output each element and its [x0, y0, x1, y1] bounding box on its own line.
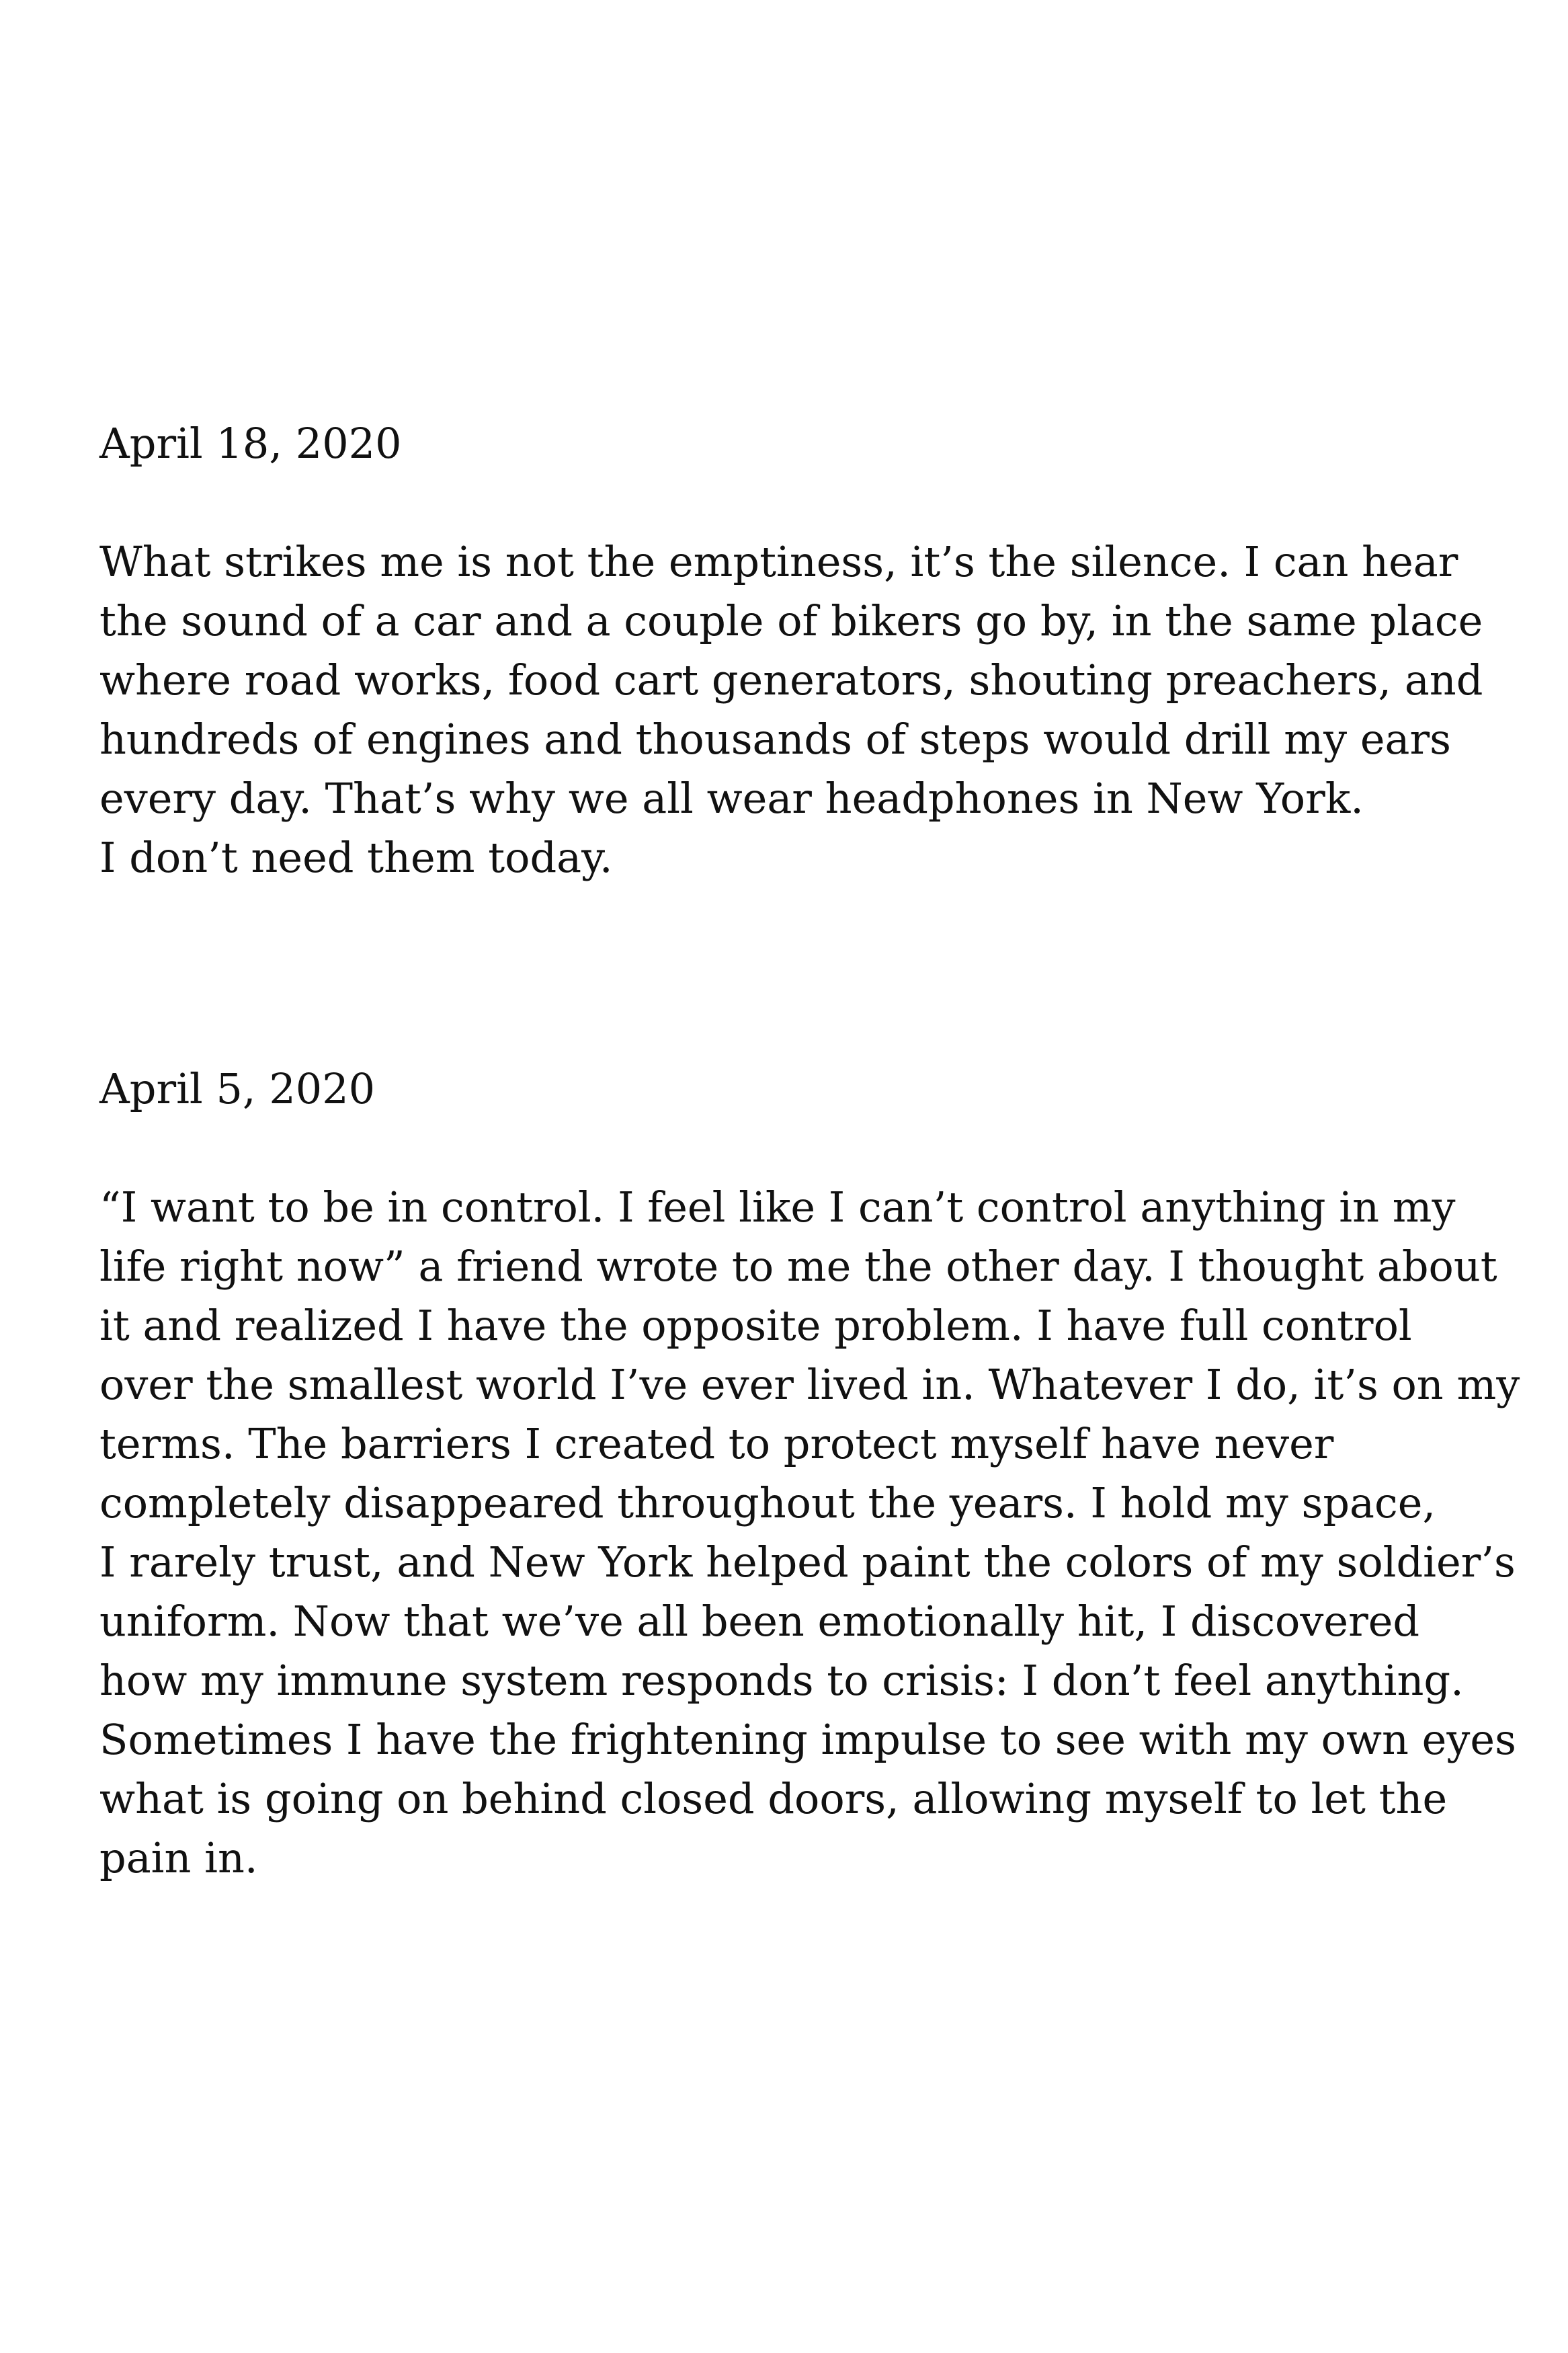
entry-text-line: terms. The barriers I created to protect myself have never	[99, 1419, 1334, 1468]
entry-body	[99, 1178, 1520, 1888]
entry-text-line: hundreds of engines and thousands of steps would drill my ears	[99, 715, 1451, 764]
entry-text-line: life right now” a friend wrote to me the other day. I thought about	[99, 1242, 1497, 1291]
entry-text-line: it and realized I have the opposite problem. I have full control	[99, 1301, 1412, 1350]
entry-text-line: I don’t need them today.	[99, 833, 613, 882]
entry-text-line: what is going on behind closed doors, allowing myself to let the	[99, 1774, 1448, 1823]
journal-entry-april-5	[99, 1060, 1520, 1888]
entry-date: April 18, 2020	[99, 419, 402, 468]
entry-text-line: every day. That’s why we all wear headphones in New York.	[99, 774, 1364, 823]
entry-text-line: completely disappeared throughout the years. I hold my space,	[99, 1478, 1436, 1527]
entry-text-line: What strikes me is not the emptiness, it’s the silence. I can hear	[99, 537, 1458, 586]
entry-text-line: where road works, food cart generators, shouting preachers, and	[99, 655, 1483, 705]
entry-text-line: over the smallest world I’ve ever lived in. Whatever I do, it’s on my	[99, 1360, 1520, 1409]
entry-text-line: the sound of a car and a couple of bikers go by, in the same place	[99, 596, 1483, 645]
entry-text-line: uniform. Now that we’ve all been emotionally hit, I discovered	[99, 1597, 1420, 1646]
entry-text-line: “I want to be in control. I feel like I can’t control anything in my	[99, 1183, 1456, 1232]
entry-text-line: Sometimes I have the frightening impulse to see with my own eyes	[99, 1715, 1516, 1764]
entry-body	[99, 532, 1484, 887]
entry-text-line: how my immune system responds to crisis: I don’t feel anything.	[99, 1656, 1464, 1705]
entry-text-line: pain in.	[99, 1833, 258, 1882]
journal-entry-april-18	[99, 414, 1484, 887]
entry-text-line: I rarely trust, and New York helped paint the colors of my soldier’s	[99, 1538, 1516, 1587]
entry-date: April 5, 2020	[99, 1064, 376, 1113]
